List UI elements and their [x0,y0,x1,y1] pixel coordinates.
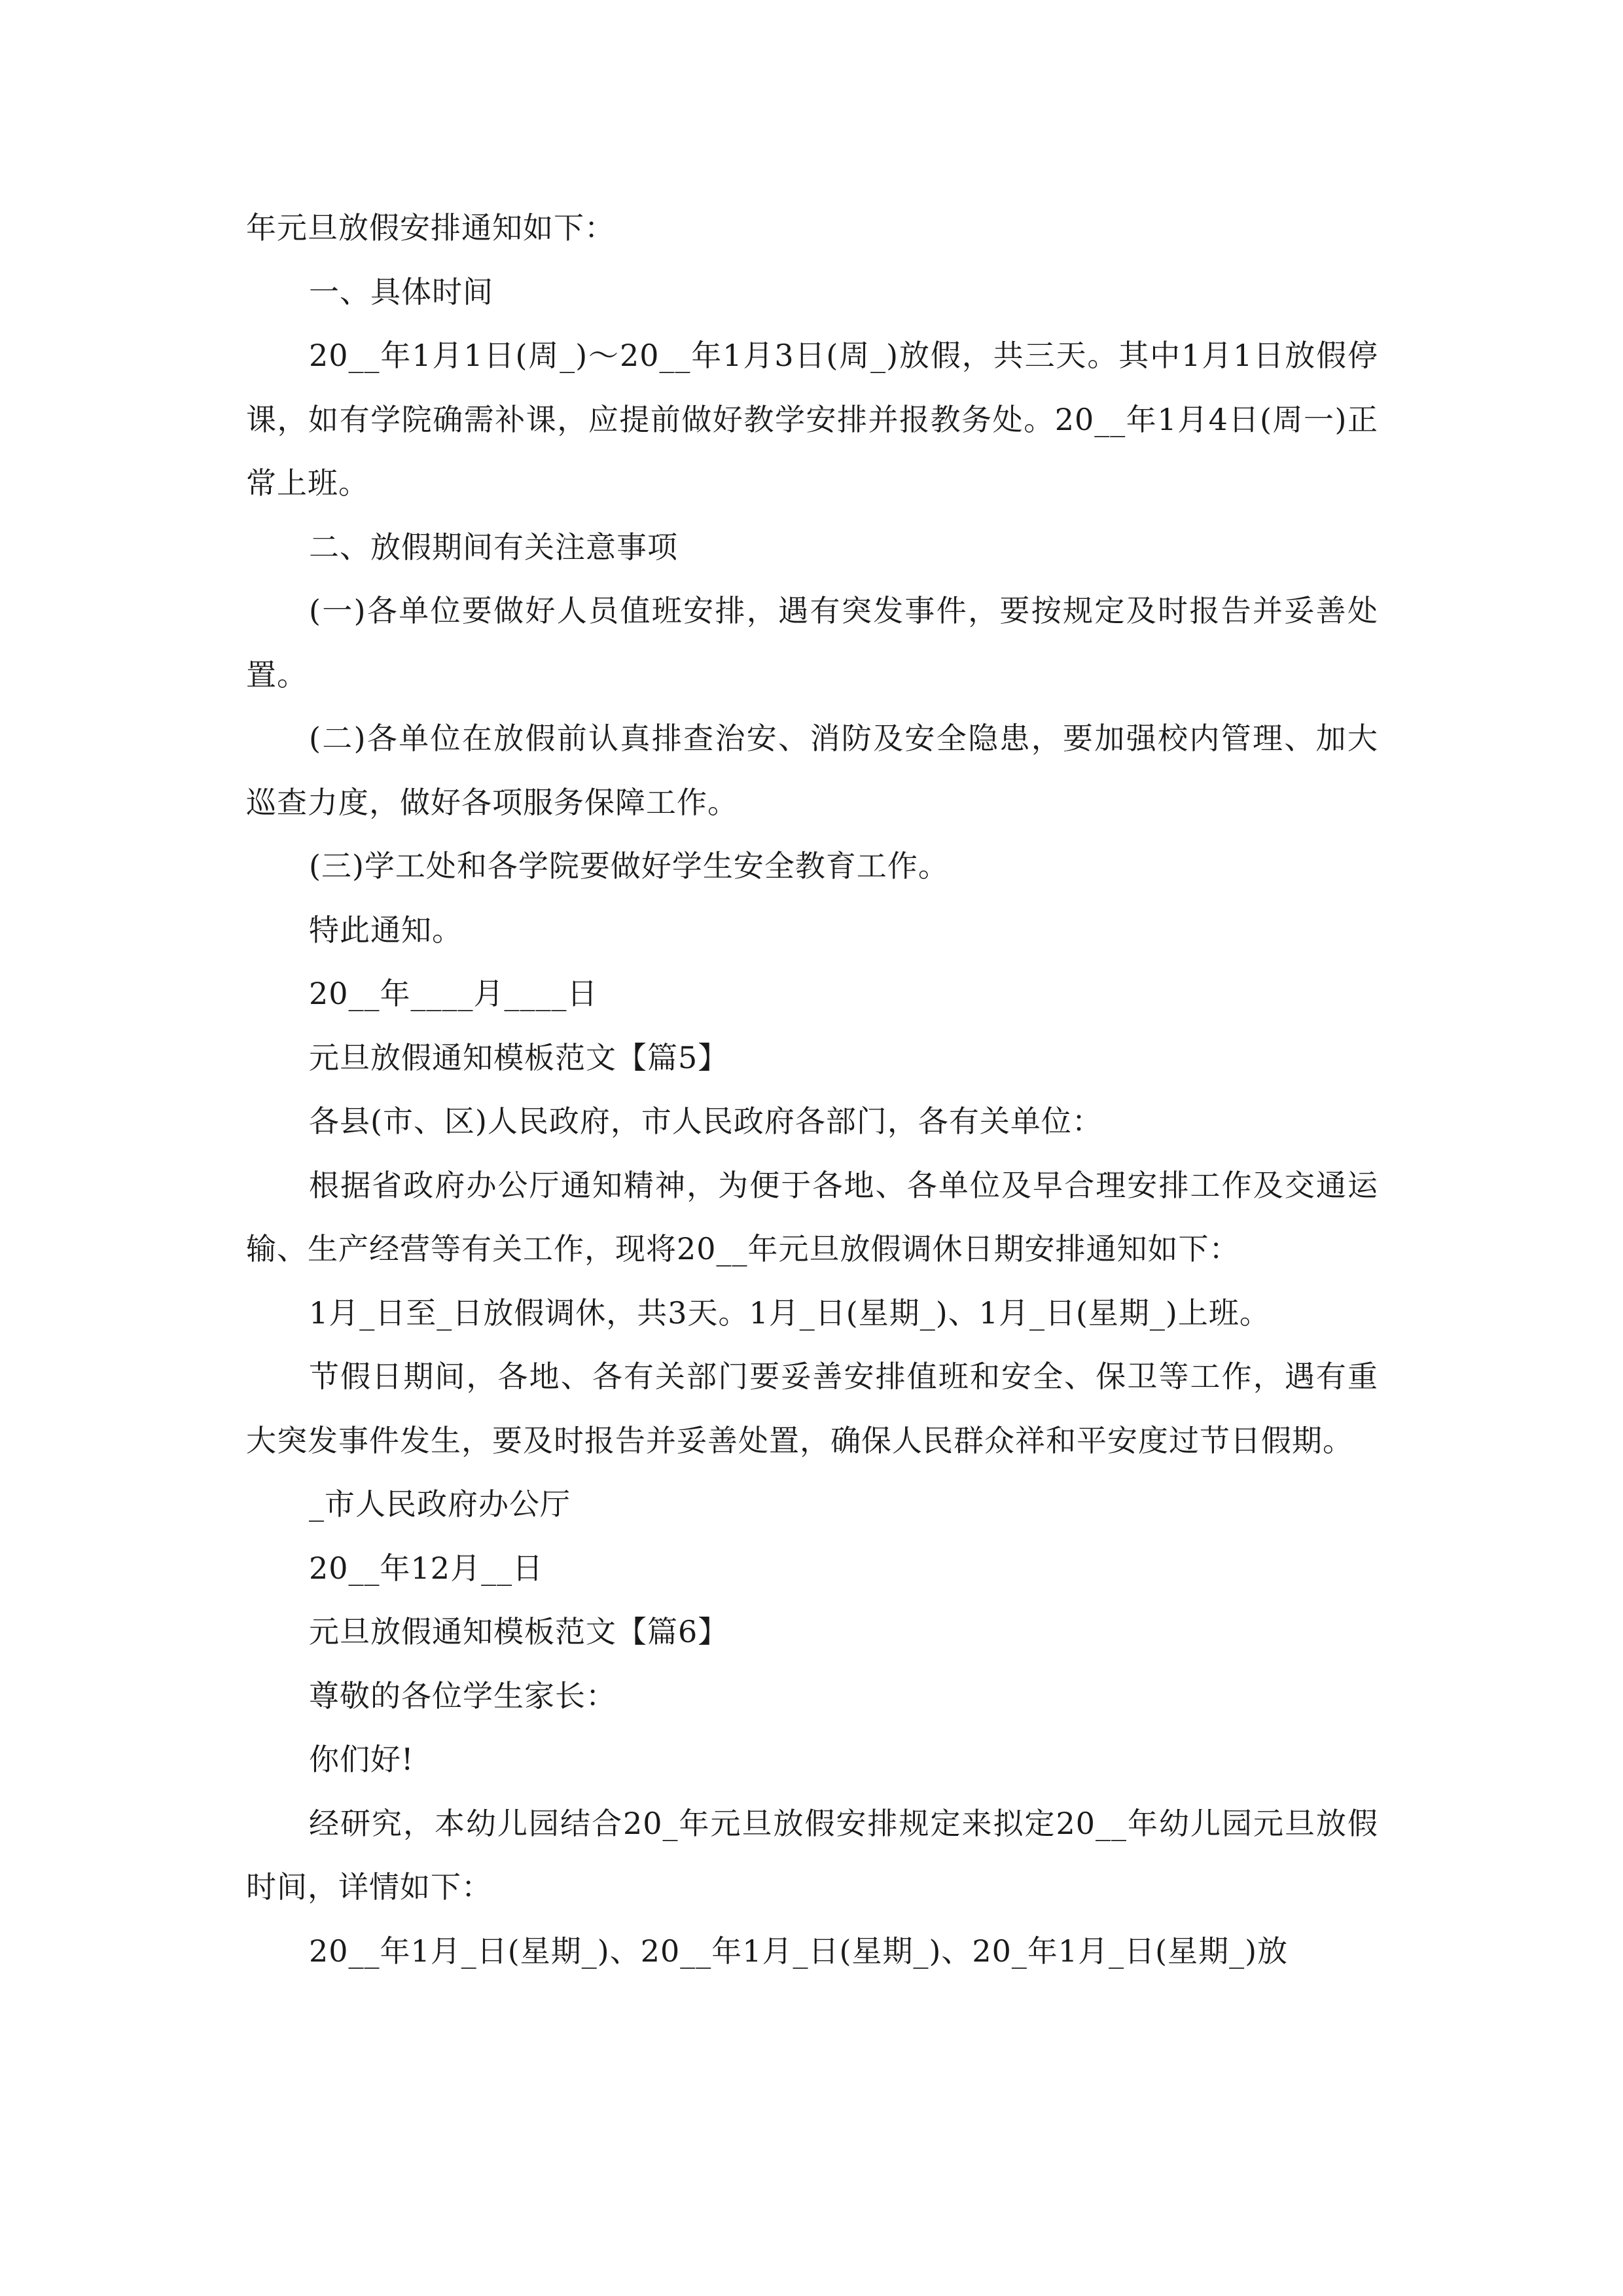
paragraph-addressee-6: 尊敬的各位学生家长： [309,1677,616,1713]
document-body [246,196,1378,1983]
paragraph-addressee-5: 各县(市、区)人民政府，市人民政府各部门，各有关单位： [309,1103,1103,1139]
paragraph-signature-5: _市人民政府办公厅 [309,1486,571,1522]
paragraph-date-5: 20__年12月__日 [309,1550,544,1586]
paragraph-holiday-dates: 20__年1月1日(周_)～20__年1月3日(周_)放假，共三天。其中1月1日放假停课，如有学院确需补课，应提前做好教学安排并报教务处。20__年1月4日(周一)正常上班。 [246,338,1378,501]
paragraph-note-2: (二)各单位在放假前认真排查治安、消防及安全隐患，要加强校内管理、加大巡查力度，做好各项服务保障工作。 [246,721,1378,820]
paragraph-body-5c: 节假日期间，各地、各有关部门要妥善安排值班和安全、保卫等工作，遇有重大突发事件发生，要及时报告并妥善处置，确保人民群众祥和平安度过节日假期。 [246,1359,1378,1458]
section-title-6: 元旦放假通知模板范文【篇6】 [309,1614,729,1649]
paragraph-body-5b: 1月_日至_日放假调休，共3天。1月_日(星期_)、1月_日(星期_)上班。 [309,1295,1270,1331]
paragraph-body-5a: 根据省政府办公厅通知精神，为便于各地、各单位及早合理安排工作及交通运输、生产经营等有关工作，现将20__年元旦放假调休日期安排通知如下： [246,1167,1378,1266]
paragraph-note-1: (一)各单位要做好人员值班安排，遇有突发事件，要按规定及时报告并妥善处置。 [246,593,1378,692]
heading-specific-time: 一、具体时间 [309,274,493,310]
paragraph-body-6b: 20__年1月_日(星期_)、20__年1月_日(星期_)、20_年1月_日(星期_)放 [309,1933,1289,1969]
heading-notes: 二、放假期间有关注意事项 [309,529,678,565]
paragraph-note-3: (三)学工处和各学院要做好学生安全教育工作。 [309,848,949,884]
paragraph-intro: 年元旦放假安排通知如下： [246,210,615,245]
paragraph-body-6a: 经研究，本幼儿园结合20_年元旦放假安排规定来拟定20__年幼儿园元旦放假时间，详情如下： [246,1805,1378,1905]
paragraph-greeting-6: 你们好! [309,1742,414,1777]
paragraph-date-line: 20__年____月____日 [309,976,598,1011]
paragraph-closing: 特此通知。 [309,912,463,948]
section-title-5: 元旦放假通知模板范文【篇5】 [309,1039,729,1075]
